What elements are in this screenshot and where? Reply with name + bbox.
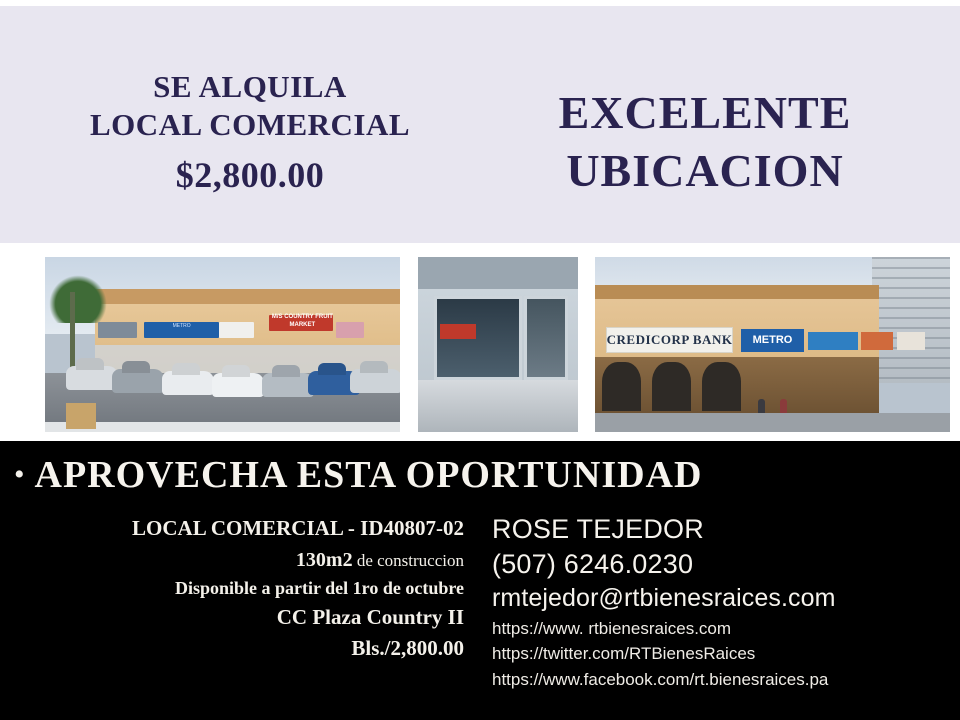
glass-door — [524, 296, 569, 380]
kerb — [45, 422, 400, 433]
parked-car — [112, 369, 164, 393]
header-se-alquila: SE ALQUILA — [153, 69, 347, 104]
sidewalk — [595, 413, 950, 432]
parked-car — [66, 366, 118, 390]
contact-name: ROSE TEJEDOR — [492, 514, 704, 544]
parked-car — [162, 371, 214, 395]
twitter-link[interactable]: https://twitter.com/RTBienesRaices — [492, 644, 756, 664]
header-right-block — [470, 84, 940, 199]
credicorp-bank-facade-photo — [595, 257, 950, 432]
parked-car — [212, 373, 264, 397]
store-sign-pink — [336, 322, 364, 338]
foreground-box — [66, 403, 96, 429]
contact-phone[interactable]: (507) 6246.0230 — [492, 548, 694, 579]
property-details-block — [0, 513, 478, 692]
parked-car — [350, 369, 400, 393]
store-sign-red-label: M/S COUNTRY FRUIT MARKET — [271, 314, 333, 328]
property-area-suffix: de construccion — [352, 550, 464, 570]
metro-sign-label: METRO — [752, 334, 793, 347]
store-sign-white — [219, 322, 255, 338]
footer-columns — [0, 513, 960, 692]
footer-headline-row — [0, 453, 960, 497]
property-area-line — [0, 545, 464, 575]
building-cornice — [595, 285, 879, 299]
header-local-comercial: LOCAL COMERCIAL — [89, 106, 411, 142]
photo-strip — [0, 249, 960, 438]
store-sign-blue — [808, 332, 858, 350]
store-sign-blue-label: METRO — [172, 322, 191, 329]
flyer-header — [0, 0, 960, 246]
arch-opening — [652, 362, 691, 411]
property-availability-line: Disponible a partir del 1ro de octubre — [174, 577, 464, 598]
arch-opening — [602, 362, 641, 411]
store-sign-white — [897, 332, 925, 350]
header-excelente: EXCELENTE — [558, 87, 852, 138]
ceiling-region — [418, 257, 578, 289]
strip-mall-parking-photo — [45, 257, 400, 432]
website-link[interactable]: https://www. rtbienesraices.com — [492, 618, 732, 638]
flyer-footer — [0, 441, 960, 720]
header-ubicacion: UBICACION — [566, 144, 844, 196]
contact-block — [478, 513, 960, 692]
contact-email[interactable]: rmtejedor@rtbienesraices.com — [492, 583, 836, 612]
header-price: $2,800.00 — [175, 154, 325, 195]
store-sign-orange — [861, 332, 893, 350]
store-sign-grey — [98, 322, 137, 338]
bank-sign-label: CREDICORP BANK — [606, 332, 733, 348]
property-location-line: CC Plaza Country II — [276, 604, 464, 629]
footer-headline: APROVECHA ESTA OPORTUNIDAD — [34, 454, 703, 496]
property-id-line: LOCAL COMERCIAL - ID40807-02 — [132, 516, 464, 540]
storefront-entrance-photo — [418, 257, 578, 432]
palm-trunk — [70, 292, 75, 371]
parked-car — [262, 373, 314, 397]
bullet-icon: • — [14, 458, 25, 491]
tower-balconies — [872, 257, 950, 383]
floor-region — [418, 380, 578, 433]
property-price-line: Bls./2,800.00 — [351, 636, 464, 660]
palm-tree-icon — [49, 275, 107, 323]
building-cornice — [95, 289, 400, 305]
arch-opening — [702, 362, 741, 411]
red-sign — [440, 324, 475, 340]
facebook-link[interactable]: https://www.facebook.com/rt.bienesraices.pa — [492, 669, 829, 689]
header-left-block — [40, 68, 460, 196]
property-area-value: 130m2 — [295, 548, 353, 571]
